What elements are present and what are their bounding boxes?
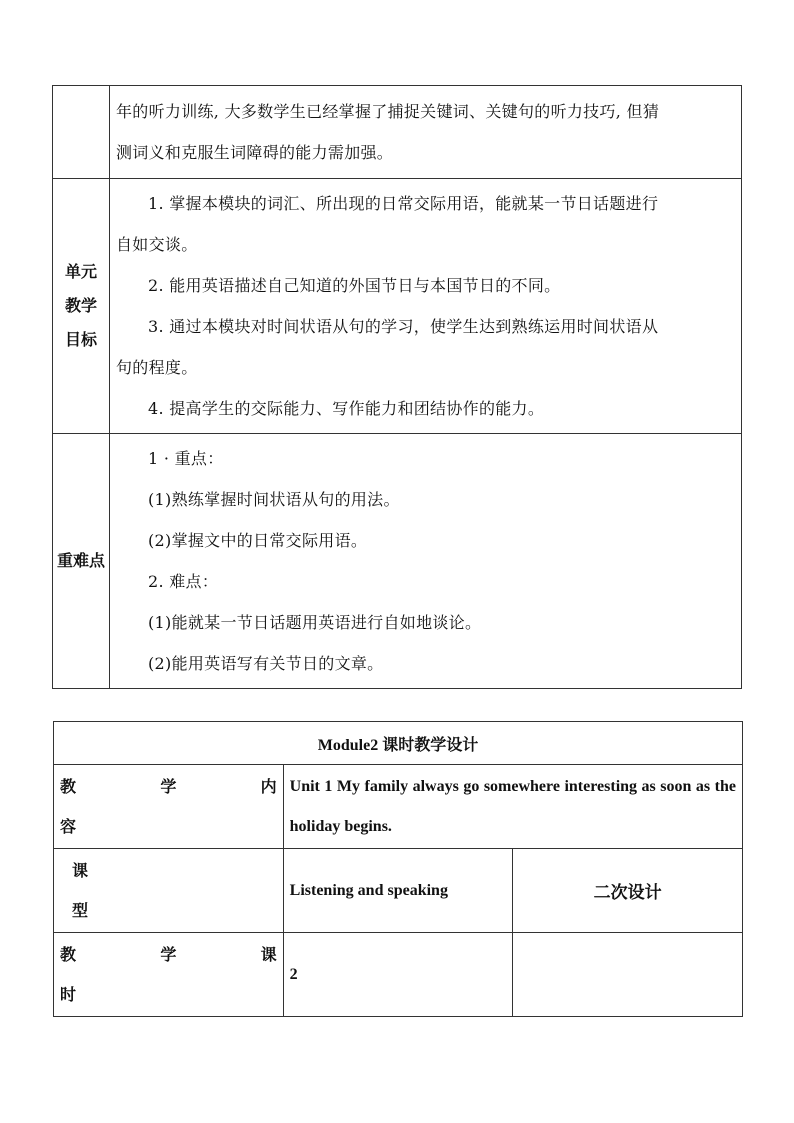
goal-item: 自如交谈。 [116, 235, 198, 254]
table-row [54, 722, 743, 765]
teaching-content-label [54, 765, 284, 849]
key-point-item: 1 · 重点： [148, 449, 224, 468]
teaching-content-value [283, 765, 742, 849]
class-hours-label-line: 教学课 [60, 944, 277, 964]
lesson-design-table [53, 721, 743, 1017]
teaching-content-line: Unit 1 My family always go somewhere interesting as soon as the [289, 777, 736, 795]
unit-goals-cell [110, 179, 742, 434]
class-hours-label-line: 时 [60, 984, 77, 1004]
table-row [54, 765, 743, 849]
table-row [53, 179, 742, 434]
teaching-content-label-line: 教学内 [60, 776, 277, 796]
second-design-cell [513, 933, 743, 1017]
module-overview-table [52, 85, 742, 689]
class-hours-label [54, 933, 284, 1017]
goal-item: 1. 掌握本模块的词汇、所出现的日常交际用语，能就某一节日话题进行 [148, 194, 659, 213]
table-row [54, 849, 743, 933]
key-point-item: (2)掌握文中的日常交际用语。 [148, 531, 368, 550]
key-point-item: 2. 难点： [148, 572, 219, 591]
class-hours-value: 2 [283, 933, 513, 1017]
table-row [54, 933, 743, 1017]
table-row [53, 86, 742, 179]
unit-goals-label-line: 单元 [64, 262, 97, 281]
key-difficult-cell [110, 434, 742, 689]
teaching-content-label-line: 容 [60, 816, 77, 836]
row-label-empty [53, 86, 110, 179]
key-difficult-label: 重难点 [53, 434, 110, 689]
lesson-type-label-line: 课 [72, 860, 89, 880]
key-point-item: (2)能用英语写有关节日的文章。 [148, 654, 384, 673]
goal-item: 句的程度。 [116, 358, 198, 377]
unit-goals-label [53, 179, 110, 434]
analysis-line-1: 年的听力训练, 大多数学生已经掌握了捕捉关键词、关键句的听力技巧, 但猜 [116, 102, 660, 121]
goal-item: 4. 提高学生的交际能力、写作能力和团结协作的能力。 [148, 399, 545, 418]
analysis-line-2: 测词义和克服生词障碍的能力需加强。 [116, 143, 394, 162]
key-point-item: (1)熟练掌握时间状语从句的用法。 [148, 490, 400, 509]
lesson-type-value: Listening and speaking [283, 849, 513, 933]
goal-item: 3. 通过本模块对时间状语从句的学习，使学生达到熟练运用时间状语从 [148, 317, 659, 336]
lesson-type-label [54, 849, 284, 933]
lesson-type-label-line: 型 [72, 900, 89, 920]
second-design-header: 二次设计 [513, 849, 743, 933]
lesson-design-title: Module2 课时教学设计 [54, 722, 743, 765]
teaching-content-line: holiday begins. [289, 817, 392, 835]
table-row [53, 434, 742, 689]
goal-item: 2. 能用英语描述自己知道的外国节日与本国节日的不同。 [148, 276, 561, 295]
unit-goals-label-line: 教学 [64, 296, 97, 315]
unit-goals-label-line: 目标 [64, 330, 97, 349]
analysis-text-cell [110, 86, 742, 179]
key-point-item: (1)能就某一节日话题用英语进行自如地谈论。 [148, 613, 482, 632]
